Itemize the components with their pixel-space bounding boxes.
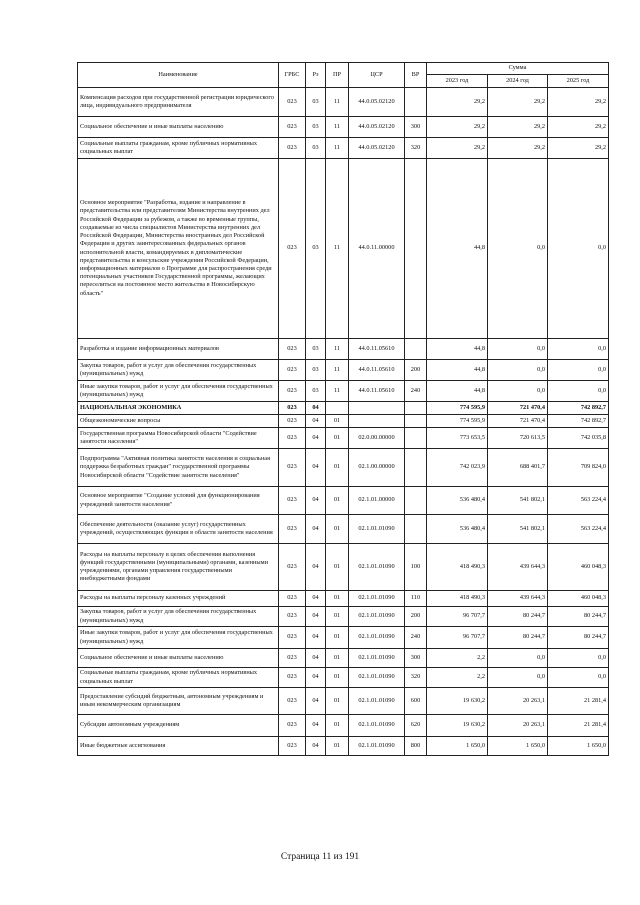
cell-v2023: 44,8: [427, 339, 488, 360]
cell-v2024: 688 401,7: [488, 449, 548, 487]
header-name: Наименование: [78, 63, 279, 88]
cell-pr: 01: [326, 591, 349, 607]
cell-grbs: 023: [279, 607, 306, 627]
cell-v2023: 773 653,5: [427, 428, 488, 449]
cell-v2025: 460 048,3: [548, 544, 609, 591]
cell-v2024: 541 802,1: [488, 487, 548, 515]
cell-name: Закупка товаров, работ и услуг для обеспечения государственных (муниципальных) нужд: [78, 360, 279, 381]
table-row: [78, 515, 609, 544]
header-sum: Сумма: [427, 63, 609, 75]
cell-name: Государственная программа Новосибирской области "Содействие занятости населения": [78, 428, 279, 449]
table-row: [78, 688, 609, 715]
cell-v2025: 460 048,3: [548, 591, 609, 607]
cell-name: Разработка и издание информационных материалов: [78, 339, 279, 360]
cell-v2023: 742 023,9: [427, 449, 488, 487]
table-row: [78, 544, 609, 591]
cell-vr: [405, 428, 427, 449]
page-number: Страница 11 из 191: [280, 852, 360, 862]
cell-name: Основное мероприятие "Создание условий для функционирования учреждений занятости населения": [78, 487, 279, 515]
cell-grbs: 023: [279, 627, 306, 649]
cell-grbs: 023: [279, 117, 306, 138]
cell-csr: 02.1.01.01090: [349, 737, 405, 756]
cell-vr: 200: [405, 360, 427, 381]
cell-csr: 44.0.11.05610: [349, 360, 405, 381]
cell-pr: 01: [326, 515, 349, 544]
cell-name: Компенсация расходов при государственной регистрации юридического лица, индивидуального предпринимателя: [78, 88, 279, 117]
table-row: [78, 668, 609, 688]
cell-pr: [326, 402, 349, 415]
cell-pr: 11: [326, 88, 349, 117]
cell-v2025: 29,2: [548, 117, 609, 138]
cell-pr: 01: [326, 544, 349, 591]
cell-csr: 44.0.11.05610: [349, 339, 405, 360]
cell-csr: 02.0.00.00000: [349, 428, 405, 449]
cell-vr: [405, 415, 427, 428]
table-row: [78, 487, 609, 515]
cell-v2025: 1 650,0: [548, 737, 609, 756]
header-year-2024: 2024 год: [488, 75, 548, 88]
cell-v2024: 0,0: [488, 339, 548, 360]
budget-table: [77, 62, 609, 756]
table-row: [78, 339, 609, 360]
table-row: [78, 449, 609, 487]
cell-rz: 04: [306, 737, 326, 756]
cell-grbs: 023: [279, 428, 306, 449]
cell-v2023: 418 490,3: [427, 544, 488, 591]
cell-grbs: 023: [279, 88, 306, 117]
cell-rz: 03: [306, 88, 326, 117]
cell-csr: 02.1.01.01090: [349, 688, 405, 715]
cell-csr: 02.1.01.01090: [349, 515, 405, 544]
table-row: [78, 649, 609, 668]
cell-name: Расходы на выплаты персоналу в целях обеспечения выполнения функций государственными (муниципальными) органами, казенными учреждениями, органами управления государственными внебюджетными фондами: [78, 544, 279, 591]
cell-rz: 04: [306, 428, 326, 449]
cell-v2024: 80 244,7: [488, 627, 548, 649]
cell-grbs: 023: [279, 138, 306, 159]
cell-pr: 01: [326, 607, 349, 627]
cell-rz: 04: [306, 544, 326, 591]
cell-v2025: 709 824,0: [548, 449, 609, 487]
cell-pr: 01: [326, 449, 349, 487]
cell-name: НАЦИОНАЛЬНАЯ ЭКОНОМИКА: [78, 402, 279, 415]
cell-vr: [405, 159, 427, 339]
cell-name: Закупка товаров, работ и услуг для обеспечения государственных (муниципальных) нужд: [78, 607, 279, 627]
cell-v2023: 1 650,0: [427, 737, 488, 756]
cell-csr: 44.0.11.00000: [349, 159, 405, 339]
cell-csr: 02.1.01.01090: [349, 668, 405, 688]
cell-v2023: 536 480,4: [427, 515, 488, 544]
cell-pr: 11: [326, 159, 349, 339]
cell-rz: 04: [306, 668, 326, 688]
cell-rz: 04: [306, 415, 326, 428]
cell-grbs: 023: [279, 515, 306, 544]
cell-v2023: 19 630,2: [427, 715, 488, 737]
cell-csr: 44.0.05.02120: [349, 88, 405, 117]
cell-v2023: 29,2: [427, 138, 488, 159]
cell-v2024: 721 470,4: [488, 402, 548, 415]
cell-vr: 240: [405, 381, 427, 402]
cell-v2023: 418 490,3: [427, 591, 488, 607]
cell-name: Иные закупки товаров, работ и услуг для обеспечения государственных (муниципальных) нужд: [78, 627, 279, 649]
cell-vr: 240: [405, 627, 427, 649]
cell-grbs: 023: [279, 415, 306, 428]
cell-rz: 04: [306, 649, 326, 668]
cell-grbs: 023: [279, 649, 306, 668]
table-row: [78, 159, 609, 339]
cell-rz: 03: [306, 381, 326, 402]
cell-v2025: 21 281,4: [548, 688, 609, 715]
table-row: [78, 607, 609, 627]
cell-name: Субсидии автономным учреждениям: [78, 715, 279, 737]
cell-csr: [349, 402, 405, 415]
cell-pr: 11: [326, 360, 349, 381]
cell-v2025: 0,0: [548, 339, 609, 360]
budget-table-container: [77, 62, 608, 756]
header-pr: ПР: [326, 63, 349, 88]
cell-v2023: 44,8: [427, 381, 488, 402]
cell-name: Основное мероприятие "Разработка, издание и направление в представительства или представителям Министерства внутренних дел Российской Федерации за рубежом, а также во временные группы, создаваемые из числа специалистов Министерства внутренних дел Российской Федерации, Министерства иностранных дел Российской Федерации и других заинтересованных федеральных органов исполнительной власти, командируемых в дипломатические представительства и консульские учреждения Российской Федерации, информационных материалов о Программе для распространения среди потенциальных участников Государственной программы, желающих переселиться на постоянное место жительства в Новосибирскую область": [78, 159, 279, 339]
cell-pr: 01: [326, 688, 349, 715]
cell-v2024: 439 644,3: [488, 591, 548, 607]
cell-v2023: 2,2: [427, 668, 488, 688]
cell-grbs: 023: [279, 688, 306, 715]
header-grbs: ГРБС: [279, 63, 306, 88]
cell-v2024: 541 802,1: [488, 515, 548, 544]
table-row: [78, 117, 609, 138]
cell-name: Социальные выплаты гражданам, кроме публичных нормативных социальных выплат: [78, 668, 279, 688]
cell-v2025: 563 224,4: [548, 487, 609, 515]
cell-csr: 44.0.11.05610: [349, 381, 405, 402]
cell-rz: 04: [306, 607, 326, 627]
cell-vr: 800: [405, 737, 427, 756]
table-row: [78, 627, 609, 649]
cell-rz: 04: [306, 591, 326, 607]
cell-v2024: 0,0: [488, 381, 548, 402]
cell-csr: 02.1.01.01090: [349, 591, 405, 607]
table-body: [78, 88, 609, 756]
table-row: [78, 591, 609, 607]
cell-rz: 03: [306, 159, 326, 339]
cell-vr: 300: [405, 649, 427, 668]
cell-v2023: 29,2: [427, 88, 488, 117]
table-row: [78, 428, 609, 449]
cell-grbs: 023: [279, 339, 306, 360]
cell-v2024: 0,0: [488, 649, 548, 668]
cell-csr: 02.1.01.01090: [349, 715, 405, 737]
cell-pr: 01: [326, 428, 349, 449]
cell-vr: [405, 402, 427, 415]
cell-v2024: 0,0: [488, 668, 548, 688]
cell-v2023: 19 630,2: [427, 688, 488, 715]
cell-csr: 02.1.01.01090: [349, 607, 405, 627]
cell-pr: 01: [326, 627, 349, 649]
cell-pr: 01: [326, 668, 349, 688]
cell-rz: 04: [306, 627, 326, 649]
cell-vr: 320: [405, 668, 427, 688]
cell-vr: 600: [405, 688, 427, 715]
cell-csr: 02.1.01.01090: [349, 627, 405, 649]
cell-pr: 01: [326, 715, 349, 737]
cell-vr: 110: [405, 591, 427, 607]
table-row: [78, 715, 609, 737]
cell-csr: 02.1.01.00000: [349, 487, 405, 515]
cell-name: Расходы на выплаты персоналу казенных учреждений: [78, 591, 279, 607]
cell-grbs: 023: [279, 449, 306, 487]
cell-v2023: 774 595,9: [427, 402, 488, 415]
cell-v2025: 742 892,7: [548, 402, 609, 415]
cell-v2023: 2,2: [427, 649, 488, 668]
cell-v2024: 29,2: [488, 138, 548, 159]
cell-v2024: 721 470,4: [488, 415, 548, 428]
header-csr: ЦСР: [349, 63, 405, 88]
cell-v2024: 0,0: [488, 159, 548, 339]
cell-rz: 04: [306, 715, 326, 737]
cell-rz: 03: [306, 138, 326, 159]
cell-v2024: 29,2: [488, 117, 548, 138]
cell-csr: 02.1.01.01090: [349, 649, 405, 668]
cell-name: Социальное обеспечение и иные выплаты населению: [78, 649, 279, 668]
cell-name: Социальные выплаты гражданам, кроме публичных нормативных социальных выплат: [78, 138, 279, 159]
cell-vr: 300: [405, 117, 427, 138]
cell-vr: [405, 487, 427, 515]
cell-v2023: 44,8: [427, 159, 488, 339]
cell-csr: [349, 415, 405, 428]
table-row: [78, 360, 609, 381]
cell-v2025: 80 244,7: [548, 627, 609, 649]
cell-pr: 01: [326, 649, 349, 668]
cell-v2024: 720 613,5: [488, 428, 548, 449]
table-row: [78, 402, 609, 415]
cell-csr: 44.0.05.02120: [349, 138, 405, 159]
cell-vr: 100: [405, 544, 427, 591]
cell-v2024: 0,0: [488, 360, 548, 381]
cell-vr: [405, 515, 427, 544]
cell-grbs: 023: [279, 715, 306, 737]
cell-rz: 04: [306, 402, 326, 415]
cell-v2025: 29,2: [548, 88, 609, 117]
cell-v2025: 0,0: [548, 381, 609, 402]
cell-rz: 04: [306, 688, 326, 715]
cell-rz: 03: [306, 339, 326, 360]
cell-rz: 04: [306, 515, 326, 544]
cell-rz: 04: [306, 487, 326, 515]
cell-v2024: 80 244,7: [488, 607, 548, 627]
cell-name: Подпрограмма "Активная политика занятости населения и социальная поддержка безработных граждан" государственной программы Новосибирской области "Содействие занятости населения": [78, 449, 279, 487]
cell-vr: 320: [405, 138, 427, 159]
cell-v2025: 0,0: [548, 649, 609, 668]
cell-vr: [405, 449, 427, 487]
cell-v2024: 20 263,1: [488, 688, 548, 715]
cell-csr: 44.0.05.02120: [349, 117, 405, 138]
cell-pr: 11: [326, 138, 349, 159]
cell-v2025: 0,0: [548, 360, 609, 381]
cell-v2024: 439 644,3: [488, 544, 548, 591]
cell-v2024: 20 263,1: [488, 715, 548, 737]
cell-csr: 02.1.01.01090: [349, 544, 405, 591]
cell-vr: 200: [405, 607, 427, 627]
cell-v2025: 742 035,8: [548, 428, 609, 449]
cell-v2025: 80 244,7: [548, 607, 609, 627]
cell-pr: 11: [326, 117, 349, 138]
cell-grbs: 023: [279, 381, 306, 402]
header-rz: Рз: [306, 63, 326, 88]
cell-name: Иные бюджетные ассигнования: [78, 737, 279, 756]
cell-grbs: 023: [279, 159, 306, 339]
cell-v2023: 774 595,9: [427, 415, 488, 428]
cell-grbs: 023: [279, 544, 306, 591]
table-row: [78, 88, 609, 117]
cell-v2025: 742 892,7: [548, 415, 609, 428]
cell-name: Общеэкономические вопросы: [78, 415, 279, 428]
cell-name: Предоставление субсидий бюджетным, автономным учреждениям и иным некоммерческим организациям: [78, 688, 279, 715]
cell-rz: 04: [306, 449, 326, 487]
cell-grbs: 023: [279, 402, 306, 415]
cell-name: Социальное обеспечение и иные выплаты населению: [78, 117, 279, 138]
cell-pr: 01: [326, 415, 349, 428]
cell-v2025: 563 224,4: [548, 515, 609, 544]
cell-v2024: 29,2: [488, 88, 548, 117]
cell-pr: 01: [326, 487, 349, 515]
cell-v2025: 21 281,4: [548, 715, 609, 737]
cell-pr: 01: [326, 737, 349, 756]
cell-vr: [405, 339, 427, 360]
cell-grbs: 023: [279, 591, 306, 607]
cell-grbs: 023: [279, 360, 306, 381]
cell-name: Обеспечение деятельности (оказание услуг) государственных учреждений, осуществляющих функции в области занятости населения: [78, 515, 279, 544]
cell-rz: 03: [306, 360, 326, 381]
header-year-2025: 2025 год: [548, 75, 609, 88]
cell-pr: 11: [326, 339, 349, 360]
cell-v2023: 44,8: [427, 360, 488, 381]
table-row: [78, 415, 609, 428]
cell-v2023: 536 480,4: [427, 487, 488, 515]
table-row: [78, 381, 609, 402]
cell-v2023: 96 707,7: [427, 627, 488, 649]
cell-v2025: 0,0: [548, 668, 609, 688]
cell-grbs: 023: [279, 668, 306, 688]
cell-v2025: 29,2: [548, 138, 609, 159]
cell-v2025: 0,0: [548, 159, 609, 339]
cell-vr: [405, 88, 427, 117]
cell-pr: 11: [326, 381, 349, 402]
header-vr: ВР: [405, 63, 427, 88]
table-row: [78, 737, 609, 756]
cell-grbs: 023: [279, 487, 306, 515]
cell-vr: 620: [405, 715, 427, 737]
cell-v2023: 96 707,7: [427, 607, 488, 627]
cell-v2023: 29,2: [427, 117, 488, 138]
cell-csr: 02.1.00.00000: [349, 449, 405, 487]
cell-grbs: 023: [279, 737, 306, 756]
cell-v2024: 1 650,0: [488, 737, 548, 756]
header-year-2023: 2023 год: [427, 75, 488, 88]
cell-name: Иные закупки товаров, работ и услуг для обеспечения государственных (муниципальных) нужд: [78, 381, 279, 402]
cell-rz: 03: [306, 117, 326, 138]
table-row: [78, 138, 609, 159]
